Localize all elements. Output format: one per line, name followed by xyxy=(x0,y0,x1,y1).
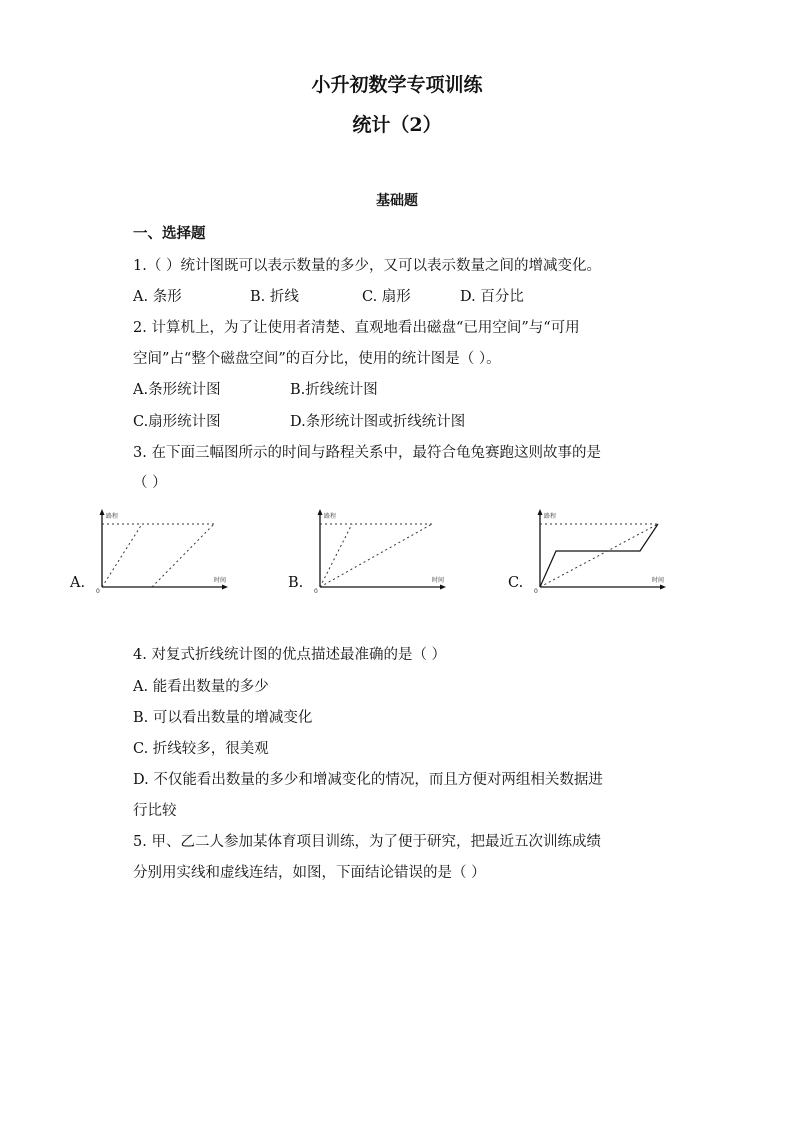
graph-b-x-axis-label: 时间 xyxy=(432,577,445,584)
graph-a-x-axis-label: 时间 xyxy=(214,577,227,584)
graph-b-y-axis-label: 路程 xyxy=(324,513,337,520)
graph-a-line-tortoise xyxy=(152,524,214,587)
graph-b xyxy=(308,505,458,595)
q1-option-d: D. 百分比 xyxy=(460,289,524,305)
graph-c-label: C. xyxy=(508,575,524,591)
graph-b-line-rabbit xyxy=(320,524,352,587)
graph-c-origin-label: 0 xyxy=(534,588,538,595)
q2-stem-line2: 空间”占“整个磁盘空间”的百分比，使用的统计图是（ ）。 xyxy=(133,351,501,367)
q2-option-d: D.条形统计图或折线统计图 xyxy=(290,414,466,430)
q3-stem-line1: 3. 在下面三幅图所示的时间与路程关系中，最符合龟兔赛跑这则故事的是 xyxy=(133,445,601,461)
graph-b-y-arrow-icon xyxy=(318,509,323,515)
graph-a-line-rabbit xyxy=(102,524,142,587)
graph-b-x-arrow-icon xyxy=(440,585,446,590)
graph-c xyxy=(528,505,678,595)
graph-a-y-axis-label: 路程 xyxy=(106,513,119,520)
q1-option-b: B. 折线 xyxy=(250,289,299,305)
q4-option-d-cont: 行比较 xyxy=(133,803,177,819)
q2-option-c: C.扇形统计图 xyxy=(133,414,221,430)
graph-c-x-axis-label: 时间 xyxy=(652,577,665,584)
q1-stem: 1.（ ）统计图既可以表示数量的多少，又可以表示数量之间的增减变化。 xyxy=(133,258,601,274)
q2-stem-line1: 2. 计算机上，为了让使用者清楚、直观地看出磁盘“已用空间”与“可用 xyxy=(133,320,580,336)
q5-stem-line2: 分别用实线和虚线连结，如图，下面结论错误的是（ ） xyxy=(133,865,486,881)
graph-c-line-tortoise xyxy=(540,524,658,587)
q1-option-a: A. 条形 xyxy=(133,289,182,305)
graph-c-y-axis-label: 路程 xyxy=(544,513,557,520)
q4-option-d: D. 不仅能看出数量的多少和增减变化的情况，而且方便对两组相关数据进 xyxy=(133,772,603,788)
q4-stem: 4. 对复式折线统计图的优点描述最准确的是（ ） xyxy=(133,647,447,663)
q2-option-a: A.条形统计图 xyxy=(133,382,221,398)
graph-a-origin-label: 0 xyxy=(96,588,100,595)
section-heading: 基础题 xyxy=(376,193,418,209)
q4-option-c: C. 折线较多，很美观 xyxy=(133,741,269,757)
graph-a-label: A. xyxy=(70,575,86,591)
document-title: 小升初数学专项训练 xyxy=(311,74,483,96)
q4-option-b: B. 可以看出数量的增减变化 xyxy=(133,710,313,726)
graph-b-label: B. xyxy=(288,575,304,591)
q4-option-a: A. 能看出数量的多少 xyxy=(133,679,269,695)
graph-c-x-arrow-icon xyxy=(660,585,666,590)
part-heading: 一、选择题 xyxy=(133,225,206,242)
q1-option-c: C. 扇形 xyxy=(362,289,411,305)
graph-c-y-arrow-icon xyxy=(538,509,543,515)
q5-stem-line1: 5. 甲、乙二人参加某体育项目训练，为了便于研究，把最近五次训练成绩 xyxy=(133,834,601,850)
graph-a xyxy=(90,505,240,595)
q3-stem-line2: （ ） xyxy=(133,475,167,491)
q2-option-b: B.折线统计图 xyxy=(290,382,378,398)
graph-b-origin-label: 0 xyxy=(314,588,318,595)
graph-a-x-arrow-icon xyxy=(222,585,228,590)
graph-b-line-tortoise xyxy=(320,524,432,587)
graph-a-y-arrow-icon xyxy=(100,509,105,515)
document-subtitle: 统计（2） xyxy=(352,114,442,136)
